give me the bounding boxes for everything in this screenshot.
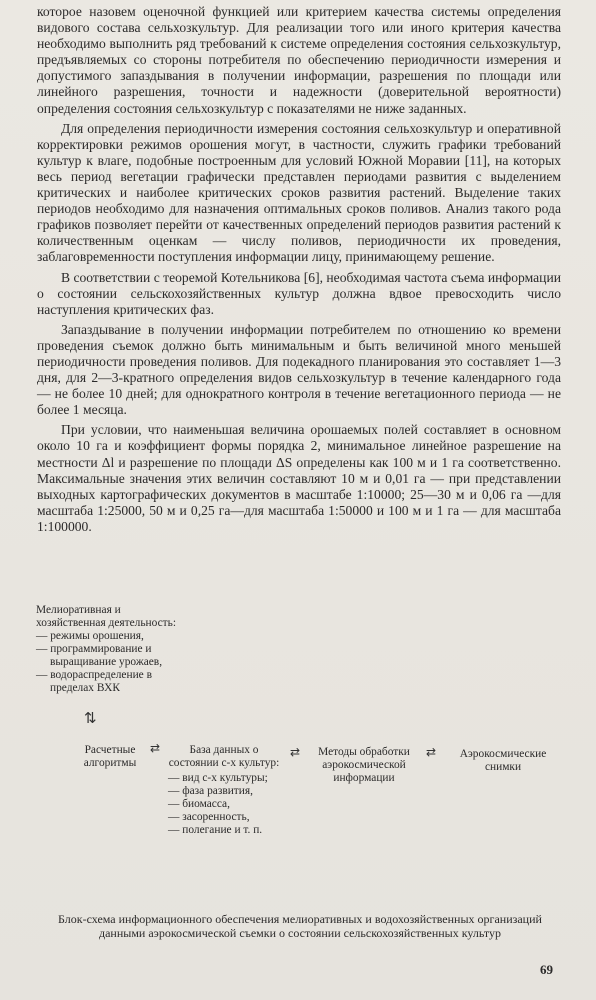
activity-item: — водораспределение в пределах ВХК xyxy=(36,669,152,694)
horizontal-double-arrow-icon: ⇄ xyxy=(150,741,161,755)
database-item: — засоренность, xyxy=(168,811,250,823)
block-diagram xyxy=(0,600,596,930)
database-item: — биомасса, xyxy=(168,798,230,810)
paragraph-3: В соответствии с теоремой Котельникова [6], необходимая частота съема информации о состоянии сельскохозяйственных культур должна вдвое превосходить число наступления критических фаз. xyxy=(37,269,561,317)
paragraph-1: которое назовем оценочной функцией или критерием качества системы определения видового состава сельхозкультур. Для реализации того или иного критерия качества необходимо выполнить ряд требований к системе определения состояния сельхозкультур, предъявляемых со стороны потребителя по обеспечению периодичности измерения и допустимого запаздывания в получении информации, разрешения по площади или линейного разрешения, точности и надежности (доверительной вероятности) определения состояния сельхозкультур с показателями не ниже заданных. xyxy=(37,4,561,116)
database-item: — вид с-х культуры; xyxy=(168,772,268,784)
horizontal-double-arrow-icon: ⇄ xyxy=(290,745,301,759)
horizontal-double-arrow-icon: ⇄ xyxy=(426,745,437,759)
activity-title: Мелиоративная и хозяйственная деятельность: xyxy=(36,604,176,629)
activity-list xyxy=(36,630,191,695)
database-title: База данных о состоянии с-х культур: xyxy=(168,744,280,769)
methods-block: Методы обработки аэрокосмической информации xyxy=(318,746,410,784)
algorithms-block: Расчетные алгоритмы xyxy=(83,744,137,769)
page-number: 69 xyxy=(540,962,553,977)
database-block xyxy=(168,744,280,837)
activity-item: — программирование и выращивание урожаев, xyxy=(36,643,163,668)
database-list xyxy=(168,772,280,837)
body-text xyxy=(37,4,561,539)
vertical-double-arrow-icon: ⇅ xyxy=(84,709,97,727)
figure-caption: Блок-схема информационного обеспечения мелиоративных и водохозяйственных организаций данными аэрокосмической съемки о состоянии сельскохозяйственных культур xyxy=(58,912,542,940)
imagery-block: Аэрокосмические снимки xyxy=(459,748,547,773)
paragraph-5: При условии, что наименьшая величина орошаемых полей составляет в основном около 10 га и коэффициент формы порядка 2, минимальное линейное разрешение на местности Δl и разрешение по площади ΔS определены как 100 м и 1 га соответственно. Максимальные значения этих величин составляют 10 м и 0,01 га — при представлении выходных картографических документов в масштабе 1:10000; 25—30 м и 0,06 га —для масштаба 1:25000, 50 м и 0,25 га—для масштаба 1:50000 и 100 м и 1 га — для масштаба 1:100000. xyxy=(37,422,561,534)
paragraph-2: Для определения периодичности измерения состояния сельхозкультур и оперативной корректировки режимов орошения могут, в частности, служить графики требований культур к влаге, подобные построенным для условий Южной Моравии [11], на которых весь период вегетации графически представлен периодами развития с выделением критических и наиболее критических сроков развития растений. Выделение таких периодов необходимо для назначения оптимальных сроков поливов. Анализ такого рода графиков позволяет перейти от качественных определений периодов развития растений к количественным оценкам — числу поливов, периодичности их проведения, заблаговременности поступления информации лицу, принимающему решение. xyxy=(37,120,561,265)
paragraph-4: Запаздывание в получении информации потребителем по отношению ко времени проведения съемок должно быть минимальным и быть величиной много меньшей периодичности проведения поливов. Для подекадного планирования это составляет 1—3 дня, для 2—3-кратного определения видов сельхозкультур в течение календарного года — не более 10 дней; для однократного контроля в течение вегетационного периода — не более 1 месяца. xyxy=(37,321,561,418)
database-item: — фаза развития, xyxy=(168,785,253,797)
activity-item: — режимы орошения, xyxy=(36,630,144,642)
activity-block xyxy=(36,604,191,695)
database-item: — полегание и т. п. xyxy=(168,824,263,836)
